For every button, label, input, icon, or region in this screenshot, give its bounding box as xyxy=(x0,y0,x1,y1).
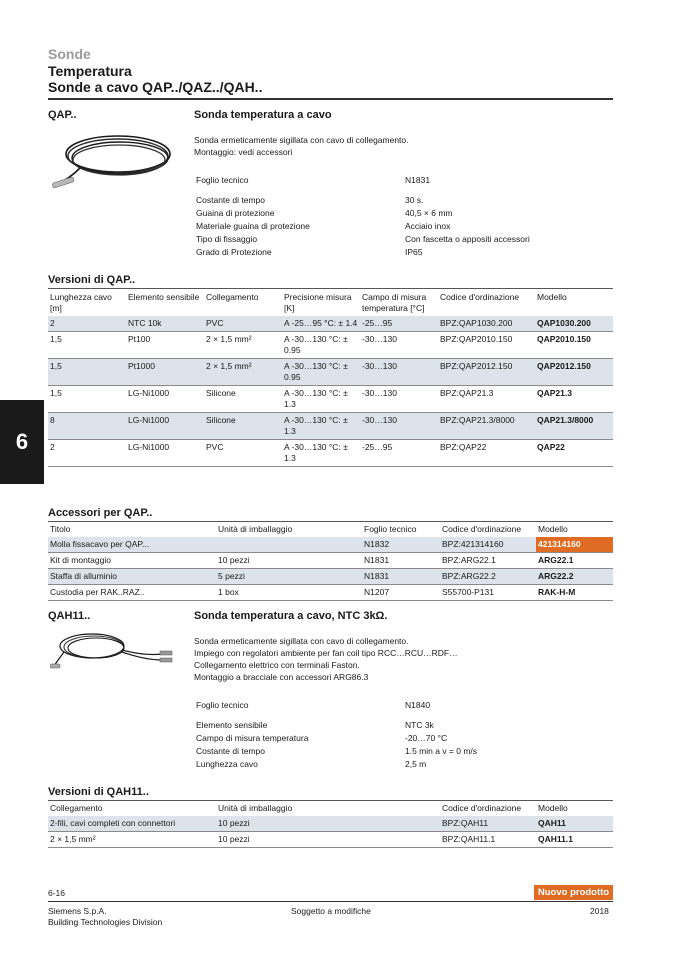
cell: BPZ:421314160 xyxy=(440,537,536,553)
qah-desc-line: Collegamento elettrico con terminali Faston. xyxy=(194,660,360,670)
model-cell: ARG22.1 xyxy=(536,553,613,569)
cell: 5 pezzi xyxy=(216,569,362,585)
table-row xyxy=(48,316,613,332)
table-header-row xyxy=(48,522,613,537)
qap-specs xyxy=(196,174,556,259)
cell: BPZ:QAP21.3/8000 xyxy=(438,413,535,440)
cell: PVC xyxy=(204,316,282,332)
page-number: 6-16 xyxy=(48,888,66,898)
spec-value: Con fascetta o appositi accessori xyxy=(405,234,530,244)
column-header: Precisione misura [K] xyxy=(284,292,352,313)
qah-description xyxy=(194,635,594,683)
qah-code: QAH11.. xyxy=(48,610,91,622)
cell: Kit di montaggio xyxy=(48,553,216,569)
cell: -25…95 xyxy=(360,440,438,467)
qap-cable-probe-image xyxy=(50,126,180,196)
column-header: Unità di imballaggio xyxy=(218,524,293,534)
qap-desc-line: Montaggio: vedi accessori xyxy=(194,147,293,157)
table-row xyxy=(48,413,613,440)
column-header: Collegamento xyxy=(206,292,259,302)
model-cell: QAH11.1 xyxy=(536,832,613,848)
cell: Pt1000 xyxy=(126,359,204,386)
cell: Staffa di alluminio xyxy=(48,569,216,585)
column-header: Lunghezza cavo [m] xyxy=(50,292,112,313)
spec-value: -20…70 °C xyxy=(405,733,448,743)
column-header: Foglio tecnico xyxy=(364,524,417,534)
column-header: Codice d'ordinazione xyxy=(440,292,520,302)
new-product-badge: Nuovo prodotto xyxy=(534,885,613,900)
cell: Molla fissacavo per QAP... xyxy=(48,537,216,553)
accessories-qap-title: Accessori per QAP.. xyxy=(48,507,153,519)
cell: 8 xyxy=(48,413,126,440)
column-header: Modello xyxy=(538,524,568,534)
cell: 2 × 1,5 mm² xyxy=(204,332,282,359)
model-cell: QAH11 xyxy=(536,816,613,832)
spec-value: Acciaio inox xyxy=(405,221,451,231)
spec-value: IP65 xyxy=(405,247,423,257)
cell: BPZ:ARG22.2 xyxy=(440,569,536,585)
cell: -30…130 xyxy=(360,413,438,440)
versions-qap-title: Versioni di QAP.. xyxy=(48,274,136,286)
cell: Pt100 xyxy=(126,332,204,359)
versions-qap-table xyxy=(48,290,613,467)
model-cell: QAP2010.150 xyxy=(535,332,613,359)
cell: A -30…130 °C: ± 1.3 xyxy=(282,440,360,467)
cell: 2-fili, cavi completi con connettori xyxy=(48,816,216,832)
versions-qah-title: Versioni di QAH11.. xyxy=(48,786,149,798)
cell: LG-Ni1000 xyxy=(126,386,204,413)
model-cell: RAK-H-M xyxy=(536,585,613,601)
qap-desc-line: Sonda ermeticamente sigillata con cavo di collegamento. xyxy=(194,135,409,145)
cell: -30…130 xyxy=(360,386,438,413)
cell: 10 pezzi xyxy=(216,553,362,569)
model-cell: ARG22.2 xyxy=(536,569,613,585)
header-subcategory: Temperatura xyxy=(48,63,132,79)
qah-cable-probe-image xyxy=(50,626,180,672)
spec-label: Grado di Protezione xyxy=(196,247,272,257)
cell: BPZ:ARG22.1 xyxy=(440,553,536,569)
cell: 2 × 1,5 mm² xyxy=(48,832,216,848)
cell: Silicone xyxy=(204,413,282,440)
model-cell: QAP21.3/8000 xyxy=(535,413,613,440)
company-name: Siemens S.p.A. xyxy=(48,906,107,916)
chapter-tab: 6 xyxy=(0,400,44,484)
column-header: Unità di imballaggio xyxy=(218,803,293,813)
model-cell: QAP21.3 xyxy=(535,386,613,413)
cell: 1 box xyxy=(216,585,362,601)
column-header: Modello xyxy=(538,803,568,813)
spec-value: 40,5 × 6 mm xyxy=(405,208,453,218)
cell xyxy=(216,537,362,553)
cell: -30…130 xyxy=(360,332,438,359)
cell: 10 pezzi xyxy=(216,832,440,848)
cell: PVC xyxy=(204,440,282,467)
table-row xyxy=(48,832,613,848)
notice: Soggetto a modifiche xyxy=(291,906,371,916)
cell: BPZ:QAP1030.200 xyxy=(438,316,535,332)
cell: A -30…130 °C: ± 0.95 xyxy=(282,332,360,359)
spec-value: N1840 xyxy=(405,700,431,710)
cell: A -30…130 °C: ± 1.3 xyxy=(282,413,360,440)
column-header: Codice d'ordinazione xyxy=(442,524,522,534)
spec-label: Lunghezza cavo xyxy=(196,759,258,769)
table-row xyxy=(48,440,613,467)
cell: N1831 xyxy=(362,553,440,569)
spec-label: Tipo di fissaggio xyxy=(196,234,258,244)
qah-desc-line: Impiego con regolatori ambiente per fan coil tipo RCC…RCU…RDF… xyxy=(194,648,458,658)
table-row xyxy=(48,816,613,832)
cell: BPZ:QAP2012.150 xyxy=(438,359,535,386)
cell: 2 xyxy=(48,440,126,467)
section-divider xyxy=(48,288,613,289)
spec-label: Foglio tecnico xyxy=(196,700,249,710)
model-cell: QAP2012.150 xyxy=(535,359,613,386)
cell: 2 × 1,5 mm² xyxy=(204,359,282,386)
model-cell: QAP22 xyxy=(535,440,613,467)
cell: A -30…130 °C: ± 1.3 xyxy=(282,386,360,413)
footer-divider xyxy=(48,901,613,902)
cell: BPZ:QAH11 xyxy=(440,816,536,832)
column-header: Codice d'ordinazione xyxy=(442,803,522,813)
cell: -30…130 xyxy=(360,359,438,386)
cell: LG-Ni1000 xyxy=(126,440,204,467)
cell: Silicone xyxy=(204,386,282,413)
table-header-row xyxy=(48,801,613,816)
cell: NTC 10k xyxy=(126,316,204,332)
spec-label: Elemento sensibile xyxy=(196,720,268,730)
qah-desc-line: Montaggio a bracciale con accessori ARG86.3 xyxy=(194,672,369,682)
cell: 1,5 xyxy=(48,359,126,386)
cell: 10 pezzi xyxy=(216,816,440,832)
spec-label: Materiale guaina di protezione xyxy=(196,221,310,231)
column-header: Modello xyxy=(537,292,567,302)
qah-name: Sonda temperatura a cavo, NTC 3kΩ. xyxy=(194,610,388,622)
cell: BPZ:QAP21.3 xyxy=(438,386,535,413)
table-row xyxy=(48,359,613,386)
header-divider xyxy=(48,98,613,100)
column-header: Collegamento xyxy=(50,803,103,813)
cell: N1831 xyxy=(362,569,440,585)
cell: A -25…95 °C: ± 1.4 xyxy=(282,316,360,332)
qah-specs xyxy=(196,699,556,771)
accessories-qap-table xyxy=(48,522,613,601)
table-row xyxy=(48,386,613,413)
cell: S55700-P131 xyxy=(440,585,536,601)
qap-description xyxy=(194,134,574,158)
spec-label: Guaina di protezione xyxy=(196,208,275,218)
spec-value: 2,5 m xyxy=(405,759,427,769)
spec-label: Costante di tempo xyxy=(196,746,265,756)
table-row xyxy=(48,332,613,359)
division-name: Building Technologies Division xyxy=(48,917,163,927)
spec-value: 30 s. xyxy=(405,195,424,205)
spec-label: Campo di misura temperatura xyxy=(196,733,309,743)
spec-label: Costante di tempo xyxy=(196,195,265,205)
cell: BPZ:QAP2010.150 xyxy=(438,332,535,359)
cell: -25…95 xyxy=(360,316,438,332)
qap-code: QAP.. xyxy=(48,109,77,121)
year: 2018 xyxy=(590,906,609,916)
spec-value: NTC 3k xyxy=(405,720,434,730)
table-row xyxy=(48,569,613,585)
table-row xyxy=(48,553,613,569)
qap-name: Sonda temperatura a cavo xyxy=(194,109,332,121)
table-row xyxy=(48,537,613,553)
page-title: Sonde a cavo QAP../QAZ../QAH.. xyxy=(48,79,263,95)
model-cell: QAP1030.200 xyxy=(535,316,613,332)
cell: N1832 xyxy=(362,537,440,553)
header-category: Sonde xyxy=(48,46,91,62)
column-header: Campo di misura temperatura [°C] xyxy=(362,292,427,313)
model-cell-highlighted: 421314160 xyxy=(536,537,613,553)
versions-qah-table xyxy=(48,801,613,848)
table-header-row xyxy=(48,290,613,316)
qah-desc-line: Sonda ermeticamente sigillata con cavo di collegamento. xyxy=(194,636,409,646)
spec-value: 1.5 min a v = 0 m/s xyxy=(405,746,478,756)
table-row xyxy=(48,585,613,601)
spec-value: N1831 xyxy=(405,175,431,185)
cell: LG-Ni1000 xyxy=(126,413,204,440)
cell: 1,5 xyxy=(48,386,126,413)
cell: N1207 xyxy=(362,585,440,601)
column-header: Elemento sensibile xyxy=(128,292,200,302)
cell: 2 xyxy=(48,316,126,332)
column-header: Titolo xyxy=(50,524,71,534)
cell: BPZ:QAP22 xyxy=(438,440,535,467)
cell: BPZ:QAH11.1 xyxy=(440,832,536,848)
cell: 1,5 xyxy=(48,332,126,359)
spec-label: Foglio tecnico xyxy=(196,175,249,185)
cell: A -30…130 °C: ± 0.95 xyxy=(282,359,360,386)
cell: Custodia per RAK..RAZ.. xyxy=(48,585,216,601)
